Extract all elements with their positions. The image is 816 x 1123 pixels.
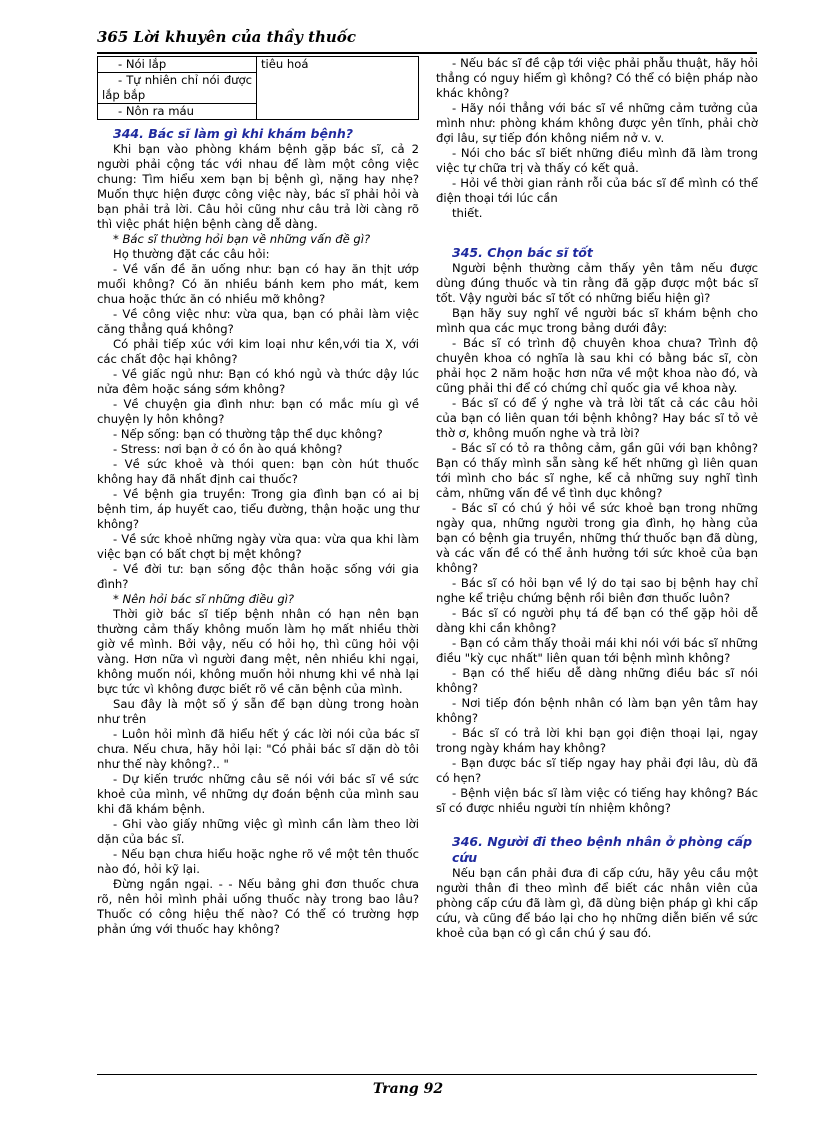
table-cell: tiêu hoá	[257, 57, 419, 120]
list-item: - Bạn có thể hiểu dễ dàng những điều bác sĩ nói không?	[436, 666, 758, 695]
list-item: - Nếp sống: bạn có thường tập thể dục không?	[113, 427, 383, 441]
list-item: - Bạn được bác sĩ tiếp ngay hay phải đợi lâu, dù đã có hẹn?	[436, 756, 758, 785]
paragraph: Đừng ngần ngại. - - Nếu bảng ghi đơn thuốc chưa rõ, nên hỏi mình phải uống thuốc này trong bao lâu? Thuốc có công hiệu thế nào? Có thể có trường hợp phản ứng với thuốc hay không?	[97, 877, 419, 936]
list-item: - Bác sĩ có hỏi bạn về lý do tại sao bị bệnh hay chỉ nghe kể triệu chứng bệnh rồi biên đơn thuốc luôn?	[436, 576, 758, 605]
subheading: * Bác sĩ thường hỏi bạn về những vấn đề gì?	[113, 232, 371, 246]
list-item: - Luôn hỏi mình đã hiểu hết ý các lời nói của bác sĩ chưa. Nếu chưa, hãy hỏi lại: "Có phải bác sĩ dặn dò tôi như thế này không?.. "	[97, 727, 419, 771]
list-item: - Nếu bạn chưa hiểu hoặc nghe rõ về một tên thuốc nào đó, hỏi kỹ lại.	[97, 847, 419, 876]
list-item: - Về vấn đề ăn uống như: bạn có hay ăn thịt ướp muối không? Có ăn nhiều bánh kem pho mát, kem chua hoặc thức ăn có nhiều mỡ không?	[97, 262, 419, 306]
list-item: - Bạn có cảm thấy thoải mái khi nói với bác sĩ những điều "kỳ cục nhất" liên quan tới bệnh mình không?	[436, 636, 758, 665]
list-item: - Hãy nói thẳng với bác sĩ về những cảm tưởng của mình như: phòng khám không được yên tĩnh, phải chờ đợi lâu, sự tiếp đón không niềm nở v. v.	[436, 101, 758, 145]
paragraph: thiết.	[452, 206, 483, 220]
paragraph: Có phải tiếp xúc với kim loại như kền,với tia X, với các chất độc hại không?	[97, 337, 419, 366]
table-cell	[98, 73, 257, 104]
paragraph: Bạn hãy suy nghĩ về người bác sĩ khám bệnh cho mình qua các mục trong bảng dưới đây:	[436, 306, 758, 335]
list-item: - Ghi vào giấy những việc gì mình cần làm theo lời dặn của bác sĩ.	[97, 817, 419, 846]
paragraph: Người bệnh thường cảm thấy yên tâm nếu được dùng đúng thuốc và tin rằng đã gặp được một bác sĩ tốt. Vậy người bác sĩ tốt có những biểu hiện gì?	[436, 261, 758, 305]
running-header: 365 Lời khuyên của thầy thuốc	[97, 28, 356, 46]
list-item: - Về công việc như: vừa qua, bạn có phải làm việc căng thẳng quá không?	[97, 307, 419, 336]
right-column	[436, 56, 758, 941]
table-cell	[98, 104, 257, 120]
table-cell	[98, 57, 257, 73]
subheading: * Nên hỏi bác sĩ những điều gì?	[113, 592, 295, 606]
list-item: - Nói cho bác sĩ biết những điều mình đã làm trong việc tự chữa trị và thấy có kết quả.	[436, 146, 758, 175]
left-column	[97, 56, 419, 937]
list-item: - Nôn ra máu	[118, 104, 194, 118]
list-item: - Về giấc ngủ như: Bạn có khó ngủ và thức dậy lúc nửa đêm hoặc sáng sớm không?	[97, 367, 419, 396]
list-item: - Bác sĩ có trả lời khi bạn gọi điện thoại lại, ngay trong ngày khám hay không?	[436, 726, 758, 755]
paragraph: Khi bạn vào phòng khám bệnh gặp bác sĩ, cả 2 người phải cộng tác với nhau để làm một công việc chung: Tìm hiểu xem bạn bị bệnh gì, nặng hay nhẹ? Muốn thực hiện được công việc này, bác sĩ phải hỏi và bạn phải trả lời. Câu hỏi cũng như câu trả lời càng rõ thì việc phát hiện bệnh càng dễ dàng.	[97, 142, 419, 231]
paragraph: Nếu bạn cần phải đưa đi cấp cứu, hãy yêu cầu một người thân đi theo mình để biết các nhân viên của phòng cấp cứu đã làm gì, đã dùng biện pháp gì khi cấp cứu, và cũng để báo lại cho họ những diễn biến về sức khoẻ của bạn có gì cần chú ý sau đó.	[436, 866, 758, 940]
header-rule	[97, 52, 757, 54]
page-number: Trang 92	[372, 1081, 444, 1097]
section-heading-346: 346. Người đi theo bệnh nhân ở phòng cấp cứu	[452, 834, 753, 865]
footer-rule	[97, 1074, 757, 1075]
list-item: - Bác sĩ có để ý nghe và trả lời tất cả các câu hỏi của bạn có liên quan tới bệnh không? Hay bác sĩ tỏ vẻ thờ ơ, không muốn nghe và trả lời?	[436, 396, 758, 440]
list-item: - Về sức khoẻ và thói quen: bạn còn hút thuốc không hay đã nhất định cai thuốc?	[97, 457, 419, 486]
paragraph: Họ thường đặt các câu hỏi:	[113, 247, 270, 261]
section-heading-345: 345. Chọn bác sĩ tốt	[452, 245, 593, 260]
paragraph: Thời giờ bác sĩ tiếp bệnh nhân có hạn nên bạn thường cảm thấy không muốn làm họ mất nhiều thời giờ về mình. Bởi vậy, nếu có hỏi họ, thì cũng hỏi vội vàng. Hơn nữa vì người đang mệt, nên nhiều khi ngại, không muốn nói, không muốn hỏi nhưng khi về nhà lại bực tức vì không được biết rõ về căn bệnh của mình.	[97, 607, 419, 696]
list-item: - Về chuyện gia đình như: bạn có mắc míu gì về chuyện ly hôn không?	[97, 397, 419, 426]
list-item: - Hỏi về thời gian rảnh rỗi của bác sĩ để mình có thể điện thoại tới lúc cần	[436, 176, 758, 205]
list-item: - Bệnh viện bác sĩ làm việc có tiếng hay không? Bác sĩ có được nhiều người tín nhiệm không?	[436, 786, 758, 815]
list-item: - Về đời tư: bạn sống độc thân hoặc sống với gia đình?	[97, 562, 419, 591]
table-row	[98, 57, 419, 73]
list-item: - Tự nhiên chỉ nói được lắp bắp	[102, 73, 252, 102]
list-item: - Về bệnh gia truyền: Trong gia đình bạn có ai bị bệnh tim, áp huyết cao, tiểu đường, thận hoặc ung thư không?	[97, 487, 419, 531]
list-item: - Nếu bác sĩ đề cập tới việc phải phẫu thuật, hãy hỏi thẳng có nguy hiểm gì không? Có thể có biện pháp nào khác không?	[436, 56, 758, 100]
list-item: - Về sức khoẻ những ngày vừa qua: vừa qua khi làm việc bạn có bất chợt bị mệt không?	[97, 532, 419, 561]
list-item: - Bác sĩ có người phụ tá để bạn có thể gặp hỏi dễ dàng khi cần không?	[436, 606, 758, 635]
symptom-table	[97, 56, 419, 120]
section-heading-344: 344. Bác sĩ làm gì khi khám bệnh?	[113, 126, 354, 141]
list-item: - Bác sĩ có trình độ chuyên khoa chưa? Trình độ chuyên khoa có nghĩa là sau khi có bằng bác sĩ, còn phải học 2 năm hoặc hơn nữa về một khoa nào đó, và cũng phải thi để có chứng chỉ quốc gia về khoa này.	[436, 336, 758, 395]
list-item: - Dự kiến trước những câu sẽ nói với bác sĩ về sức khoẻ của mình, về những dự đoán bệnh của mình sau khi đã khám bệnh.	[97, 772, 419, 816]
paragraph: Sau đây là một số ý sẵn để bạn dùng trong hoàn như trên	[97, 697, 419, 726]
list-item: - Nói lắp	[118, 57, 167, 71]
list-item: - Bác sĩ có chú ý hỏi về sức khoẻ bạn trong những ngày qua, những người trong gia đình, họ hàng của bạn có bệnh gia truyền, những thứ thuốc bạn đã dùng, và các vấn đề có thể ảnh hưởng tới sức khoẻ của bạn không?	[436, 501, 758, 575]
list-item: - Stress: nơi bạn ở có ồn ào quá không?	[113, 442, 343, 456]
list-item: - Bác sĩ có tỏ ra thông cảm, gần gũi với bạn không? Bạn có thấy mình sẵn sàng kể hết những gì liên quan tới mình cho bác sĩ nghe, kể cả những suy nghĩ tình cảm, những vấn đề về tình dục không?	[436, 441, 758, 500]
list-item: - Nơi tiếp đón bệnh nhân có làm bạn yên tâm hay không?	[436, 696, 758, 725]
